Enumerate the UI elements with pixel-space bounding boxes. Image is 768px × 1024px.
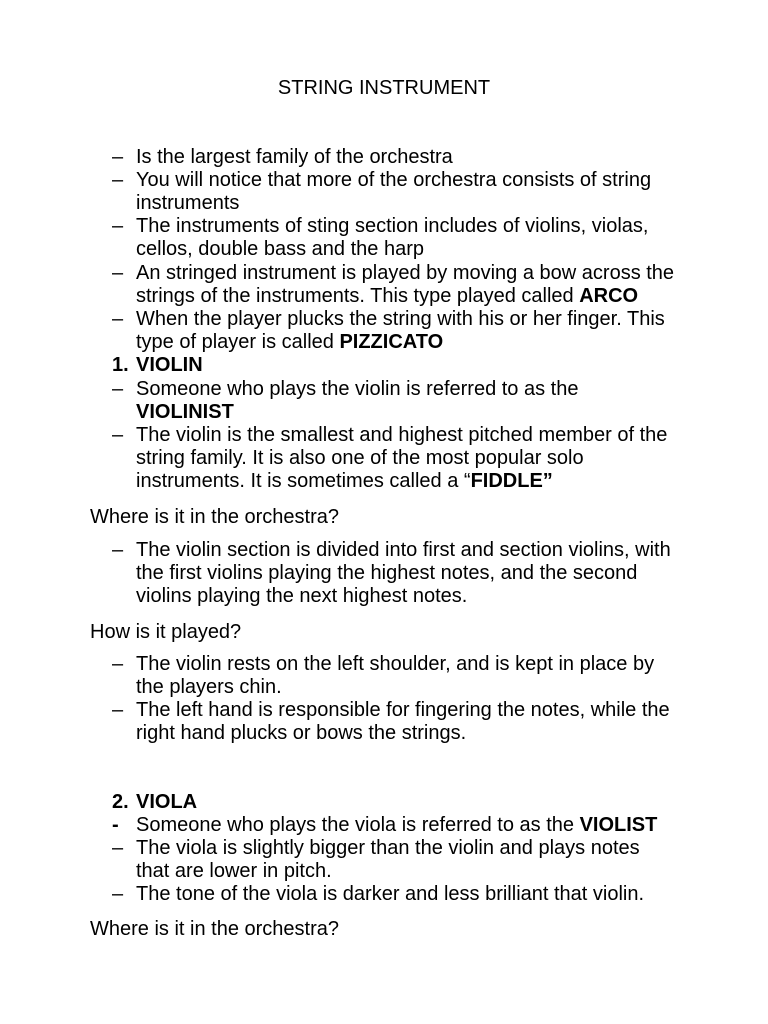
bullet-dash: – xyxy=(112,145,124,168)
bullet-dash: – xyxy=(112,652,124,675)
bullet-text xyxy=(136,262,732,308)
text-run: Someone who plays the viola is referred to as the xyxy=(136,813,580,836)
document-title: STRING INSTRUMENT xyxy=(277,77,491,99)
bullet-item xyxy=(112,653,732,699)
text-line xyxy=(136,814,732,837)
bullet-text xyxy=(136,378,732,424)
section-number: 1. xyxy=(112,354,129,377)
text-line: instruments xyxy=(136,191,240,214)
bullet-item xyxy=(112,146,732,169)
bullet-dash: – xyxy=(112,883,124,906)
bold-term-arco: ARCO xyxy=(579,284,639,307)
bullet-dash: – xyxy=(112,168,124,191)
bullet-item xyxy=(112,215,732,261)
bullet-dash: – xyxy=(112,307,124,330)
section-title: VIOLA xyxy=(136,790,198,813)
bold-term-fiddle: FIDDLE” xyxy=(470,470,553,493)
text-line: The violin is the smallest and highest pitched member of the xyxy=(136,423,668,446)
bullet-dash: – xyxy=(112,538,124,561)
text-run: type of player is called xyxy=(136,331,340,354)
bullet-text xyxy=(136,883,732,906)
text-line: The violin section is divided into first and section violins, with xyxy=(136,538,671,561)
text-line: The left hand is responsible for fingering the notes, while the xyxy=(136,698,670,721)
bullet-dash: - xyxy=(112,813,119,836)
question-heading: How is it played? xyxy=(90,620,242,643)
question-heading: Where is it in the orchestra? xyxy=(90,917,339,940)
bullet-item xyxy=(112,883,732,906)
bullet-dash: – xyxy=(112,261,124,284)
bullet-text xyxy=(136,814,732,837)
bold-term-violinist: VIOLINIST xyxy=(136,400,234,423)
text-line: the players chin. xyxy=(136,675,282,698)
bullet-dash: – xyxy=(112,423,124,446)
text-line: The instruments of sting section includes of violins, violas, xyxy=(136,215,649,238)
text-line: Is the largest family of the orchestra xyxy=(136,145,453,168)
bullet-dash: – xyxy=(112,698,124,721)
bullet-item xyxy=(112,308,732,354)
bullet-item xyxy=(112,378,732,424)
section-heading-violin xyxy=(112,354,732,377)
bullet-dash: – xyxy=(112,377,124,400)
text-run: strings of the instruments. This type played called xyxy=(136,284,580,307)
text-line: An stringed instrument is played by moving a bow across the xyxy=(136,261,675,284)
text-line xyxy=(136,470,732,493)
bullet-item xyxy=(112,262,732,308)
section-title: VIOLIN xyxy=(136,354,203,377)
text-line: The viola is slightly bigger than the violin and plays notes xyxy=(136,836,640,859)
bullet-dash: – xyxy=(112,836,124,859)
bullet-text xyxy=(136,837,732,883)
text-line: violins playing the next highest notes. xyxy=(136,584,468,607)
text-line: The violin rests on the left shoulder, and is kept in place by xyxy=(136,652,655,675)
text-line: You will notice that more of the orchestra consists of string xyxy=(136,168,652,191)
bullet-text xyxy=(136,169,732,215)
bullet-text xyxy=(136,653,732,699)
bullet-dash: – xyxy=(112,215,124,238)
bullet-item xyxy=(112,699,732,745)
bullet-text xyxy=(136,539,732,609)
bold-term-violist: VIOLIST xyxy=(579,813,658,836)
text-line xyxy=(136,331,732,354)
bullet-text xyxy=(136,424,732,494)
question-heading: Where is it in the orchestra? xyxy=(90,505,339,528)
text-line: that are lower in pitch. xyxy=(136,860,332,883)
bullet-text xyxy=(136,215,732,261)
text-run: instruments. It is sometimes called a “ xyxy=(136,470,471,493)
section-number: 2. xyxy=(112,790,129,813)
bullet-text xyxy=(136,308,732,354)
bullet-item xyxy=(112,424,732,494)
text-line: The tone of the viola is darker and less brilliant that violin. xyxy=(136,883,645,906)
text-line: string family. It is also one of the most popular solo xyxy=(136,447,584,470)
violin-where-list xyxy=(112,539,732,609)
bullet-item xyxy=(112,814,732,837)
bullet-item xyxy=(112,539,732,609)
text-line: right hand plucks or bows the strings. xyxy=(136,722,467,745)
text-line: cellos, double bass and the harp xyxy=(136,238,424,261)
text-line: When the player plucks the string with his or her finger. This xyxy=(136,307,665,330)
section-heading-viola xyxy=(112,791,732,814)
violin-how-list xyxy=(112,653,732,746)
intro-bullet-list xyxy=(112,146,732,494)
bullet-text xyxy=(136,146,732,169)
bullet-item xyxy=(112,837,732,883)
text-line: Someone who plays the violin is referred to as the xyxy=(136,377,579,400)
bullet-text xyxy=(136,699,732,745)
bullet-item xyxy=(112,169,732,215)
text-line xyxy=(136,285,732,308)
bold-term-pizzicato: PIZZICATO xyxy=(339,331,444,354)
text-line: the first violins playing the highest notes, and the second xyxy=(136,561,638,584)
viola-section-list xyxy=(112,791,732,907)
